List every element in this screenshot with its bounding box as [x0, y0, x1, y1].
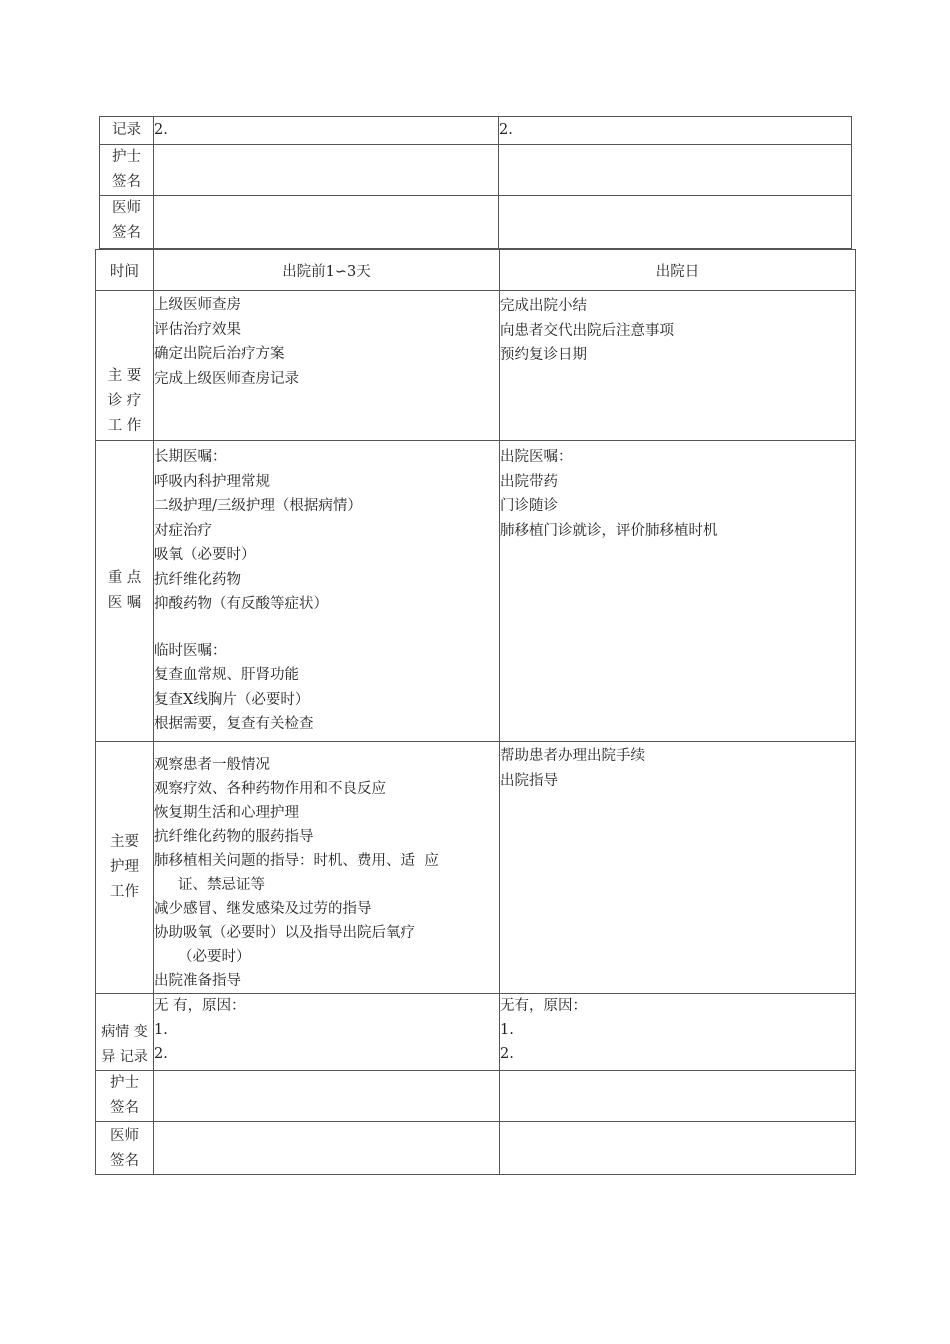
nurse-sign-col1[interactable] [154, 1071, 500, 1122]
main-work-item: 完成上级医师查房记录 [154, 370, 299, 387]
main-work-item: 向患者交代出院后注意事项 [500, 322, 674, 339]
nursing-label-3: 工作 [110, 884, 139, 900]
key-orders-col1 [154, 441, 500, 742]
variation-label-1: 病情 变 [101, 1024, 148, 1040]
nursing-col1 [154, 742, 500, 994]
header-time: 时间 [96, 250, 154, 291]
record-row [100, 117, 852, 145]
nursing-item: 恢复期生活和心理护理 [154, 805, 299, 821]
order-item: 吸氧（必要时） [154, 547, 256, 563]
order-item: 抗纤维化药物 [154, 571, 241, 588]
header-col1: 出院前1∽3天 [154, 250, 500, 291]
main-work-label-1: 主 要 [107, 368, 142, 384]
doctor-sign-label-1: 医师 [110, 1128, 139, 1144]
nursing-item: 减少感冒、继发感染及过劳的指导 [154, 901, 372, 917]
order-item: 抑酸药物（有反酸等症状） [154, 596, 328, 612]
nursing-item: 观察患者一般情况 [154, 757, 270, 773]
variation-col2 [500, 994, 856, 1071]
main-work-item: 预约复诊日期 [500, 347, 587, 363]
nurse-sign-label [100, 145, 154, 196]
order-item: 根据需要，复查有关检查 [154, 716, 314, 732]
main-work-label [96, 291, 154, 441]
top-table [99, 116, 852, 249]
main-work-col1 [154, 291, 500, 441]
doctor-sign-col2[interactable] [500, 1122, 856, 1175]
order-item: 复查X线胸片（必要时） [154, 691, 310, 708]
variation-label-2: 异 记录 [101, 1049, 148, 1065]
nurse-sign-col2[interactable] [500, 1071, 856, 1122]
doctor-sign-row [96, 1122, 856, 1175]
top-nurse-sign-col2[interactable] [499, 145, 852, 196]
nursing-item: （必要时） [178, 949, 251, 965]
nursing-label [96, 742, 154, 994]
nursing-item: 帮助患者办理出院手续 [500, 748, 645, 764]
main-work-row [96, 291, 856, 441]
top-doctor-sign-col1[interactable] [154, 196, 499, 249]
order-item: 二级护理/三级护理（根据病情） [154, 498, 362, 514]
order-item: 出院带药 [500, 473, 558, 490]
nursing-row [96, 742, 856, 994]
order-item: 出院医嘱： [500, 449, 573, 465]
doctor-sign-col1[interactable] [154, 1122, 500, 1175]
nurse-sign-label-2: 签名 [110, 1100, 139, 1116]
main-work-item: 评估治疗效果 [154, 321, 241, 338]
top-doctor-sign-row [100, 196, 852, 249]
nursing-item: 出院准备指导 [154, 973, 241, 989]
nurse-sign-row [96, 1071, 856, 1122]
doctor-sign-label [96, 1122, 154, 1175]
header-row [96, 250, 856, 291]
doctor-sign-label-2: 签名 [110, 1153, 139, 1169]
main-table [95, 249, 856, 1175]
main-work-label-3: 工 作 [107, 418, 142, 434]
variation-item: 1. [154, 1022, 168, 1038]
main-work-item: 上级医师查房 [154, 297, 241, 313]
variation-col1 [154, 994, 500, 1071]
nursing-col2 [500, 742, 856, 994]
record-label: 记录 [100, 117, 154, 145]
top-doctor-sign-col2[interactable] [499, 196, 852, 249]
nursing-label-1: 主要 [110, 834, 139, 850]
nursing-label-2: 护理 [110, 859, 139, 875]
record-col1: 2. [154, 117, 499, 145]
nurse-sign-label-2: 签名 [112, 174, 141, 190]
order-item: 复查血常规、肝肾功能 [154, 667, 299, 683]
nursing-item: 观察疗效、各种药物作用和不良反应 [154, 781, 386, 797]
nursing-item: 肺移植相关问题的指导：时机、费用、适 应 [154, 853, 439, 869]
nursing-item: 证、禁忌证等 [178, 877, 265, 893]
doctor-sign-label [100, 196, 154, 249]
key-orders-col2 [500, 441, 856, 742]
nurse-sign-label-1: 护士 [110, 1075, 139, 1091]
order-item: 门诊随诊 [500, 498, 558, 514]
variation-item: 无 有，原因： [154, 998, 246, 1014]
top-nurse-sign-col1[interactable] [154, 145, 499, 196]
variation-label [96, 994, 154, 1071]
nursing-item: 协助吸氧（必要时）以及指导出院后氧疗 [154, 925, 415, 941]
key-orders-label-1: 重 点 [107, 570, 142, 586]
order-item: 临时医嘱： [154, 642, 227, 659]
nurse-sign-label [96, 1071, 154, 1122]
order-item: 肺移植门诊就诊，评价肺移植时机 [500, 522, 718, 539]
header-col2: 出院日 [500, 250, 856, 291]
key-orders-label-2: 医 嘱 [107, 595, 142, 611]
order-item: 长期医嘱： [154, 449, 227, 465]
main-work-col2 [500, 291, 856, 441]
nurse-sign-label-1: 护士 [112, 149, 141, 165]
doctor-sign-label-1: 医师 [112, 200, 141, 216]
variation-row [96, 994, 856, 1071]
nursing-item: 抗纤维化药物的服药指导 [154, 829, 314, 845]
main-work-item: 确定出院后治疗方案 [154, 346, 285, 362]
order-item: 对症治疗 [154, 522, 212, 539]
key-orders-row [96, 441, 856, 742]
variation-item: 无有，原因： [500, 998, 587, 1014]
record-col2: 2. [499, 117, 852, 145]
main-work-label-2: 诊 疗 [107, 393, 142, 409]
main-work-item: 完成出院小结 [500, 298, 587, 314]
order-item: 呼吸内科护理常规 [154, 473, 270, 490]
variation-item: 2. [154, 1046, 168, 1062]
nursing-item: 出院指导 [500, 772, 558, 789]
variation-item: 2. [500, 1046, 514, 1062]
doctor-sign-label-2: 签名 [112, 225, 141, 241]
top-nurse-sign-row [100, 145, 852, 196]
key-orders-label [96, 441, 154, 742]
variation-item: 1. [500, 1022, 514, 1038]
